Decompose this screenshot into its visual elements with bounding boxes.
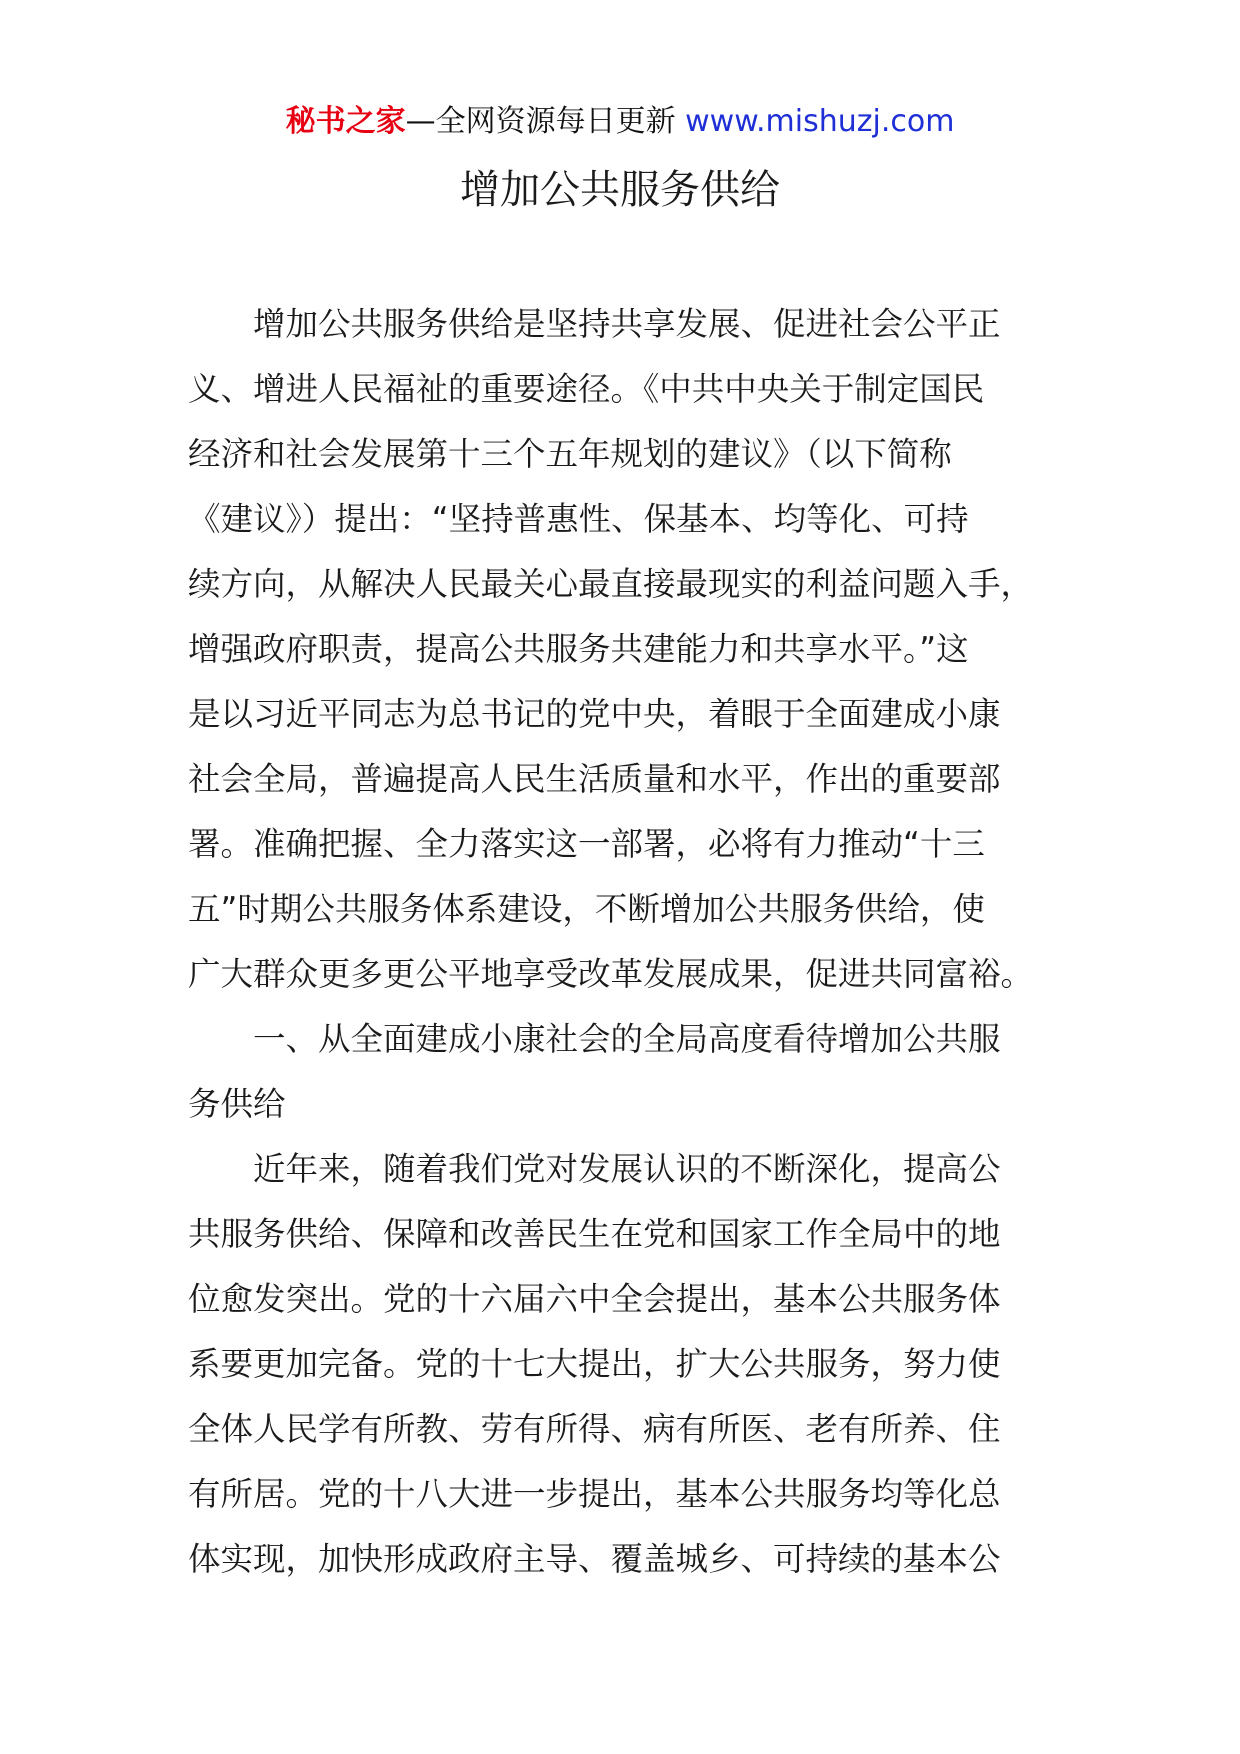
body-line: 义、增进人民福祉的重要途径。《中共中央关于制定国民	[188, 370, 985, 408]
body-line: 五”时期公共服务体系建设，不断增加公共服务供给，使	[188, 890, 985, 928]
body-line: 《建议》）提出：“坚持普惠性、保基本、均等化、可持	[188, 500, 969, 538]
body-line: 是以习近平同志为总书记的党中央，着眼于全面建成小康	[188, 695, 1001, 733]
section-heading-line: 一、从全面建成小康社会的全局高度看待增加公共服	[188, 1020, 1001, 1058]
body-line: 近年来，随着我们党对发展认识的不断深化，提高公	[188, 1150, 1001, 1188]
site-url-link[interactable]: www.mishuzj.com	[685, 104, 955, 139]
body-line: 增加公共服务供给是坚持共享发展、促进社会公平正	[188, 305, 1001, 343]
document-title: 增加公共服务供给	[460, 167, 780, 213]
section-heading-line: 务供给	[188, 1085, 286, 1123]
body-line: 位愈发突出。党的十六届六中全会提出，基本公共服务体	[188, 1280, 1001, 1318]
body-line: 全体人民学有所教、劳有所得、病有所医、老有所养、住	[188, 1410, 1001, 1448]
body-line: 系要更加完备。党的十七大提出，扩大公共服务，努力使	[188, 1345, 1001, 1383]
body-line: 续方向，从解决人民最关心最直接最现实的利益问题入手，	[188, 565, 1034, 603]
body-line: 增强政府职责，提高公共服务共建能力和共享水平。”这	[188, 630, 969, 668]
body-line: 共服务供给、保障和改善民生在党和国家工作全局中的地	[188, 1215, 1001, 1253]
body-line: 有所居。党的十八大进一步提出，基本公共服务均等化总	[188, 1475, 1001, 1513]
body-line: 体实现，加快形成政府主导、覆盖城乡、可持续的基本公	[188, 1540, 1001, 1578]
brand-name: 秘书之家	[285, 104, 406, 139]
document-body	[188, 292, 1058, 1592]
body-line: 广大群众更多更公平地享受改革发展成果，促进共同富裕。	[188, 955, 1034, 993]
header-tagline: —全网资源每日更新	[405, 104, 686, 139]
site-header	[0, 100, 1240, 144]
body-line: 经济和社会发展第十三个五年规划的建议》（以下简称	[188, 435, 952, 473]
body-line: 署。准确把握、全力落实这一部署，必将有力推动“十三	[188, 825, 985, 863]
body-line: 社会全局，普遍提高人民生活质量和水平，作出的重要部	[188, 760, 1001, 798]
